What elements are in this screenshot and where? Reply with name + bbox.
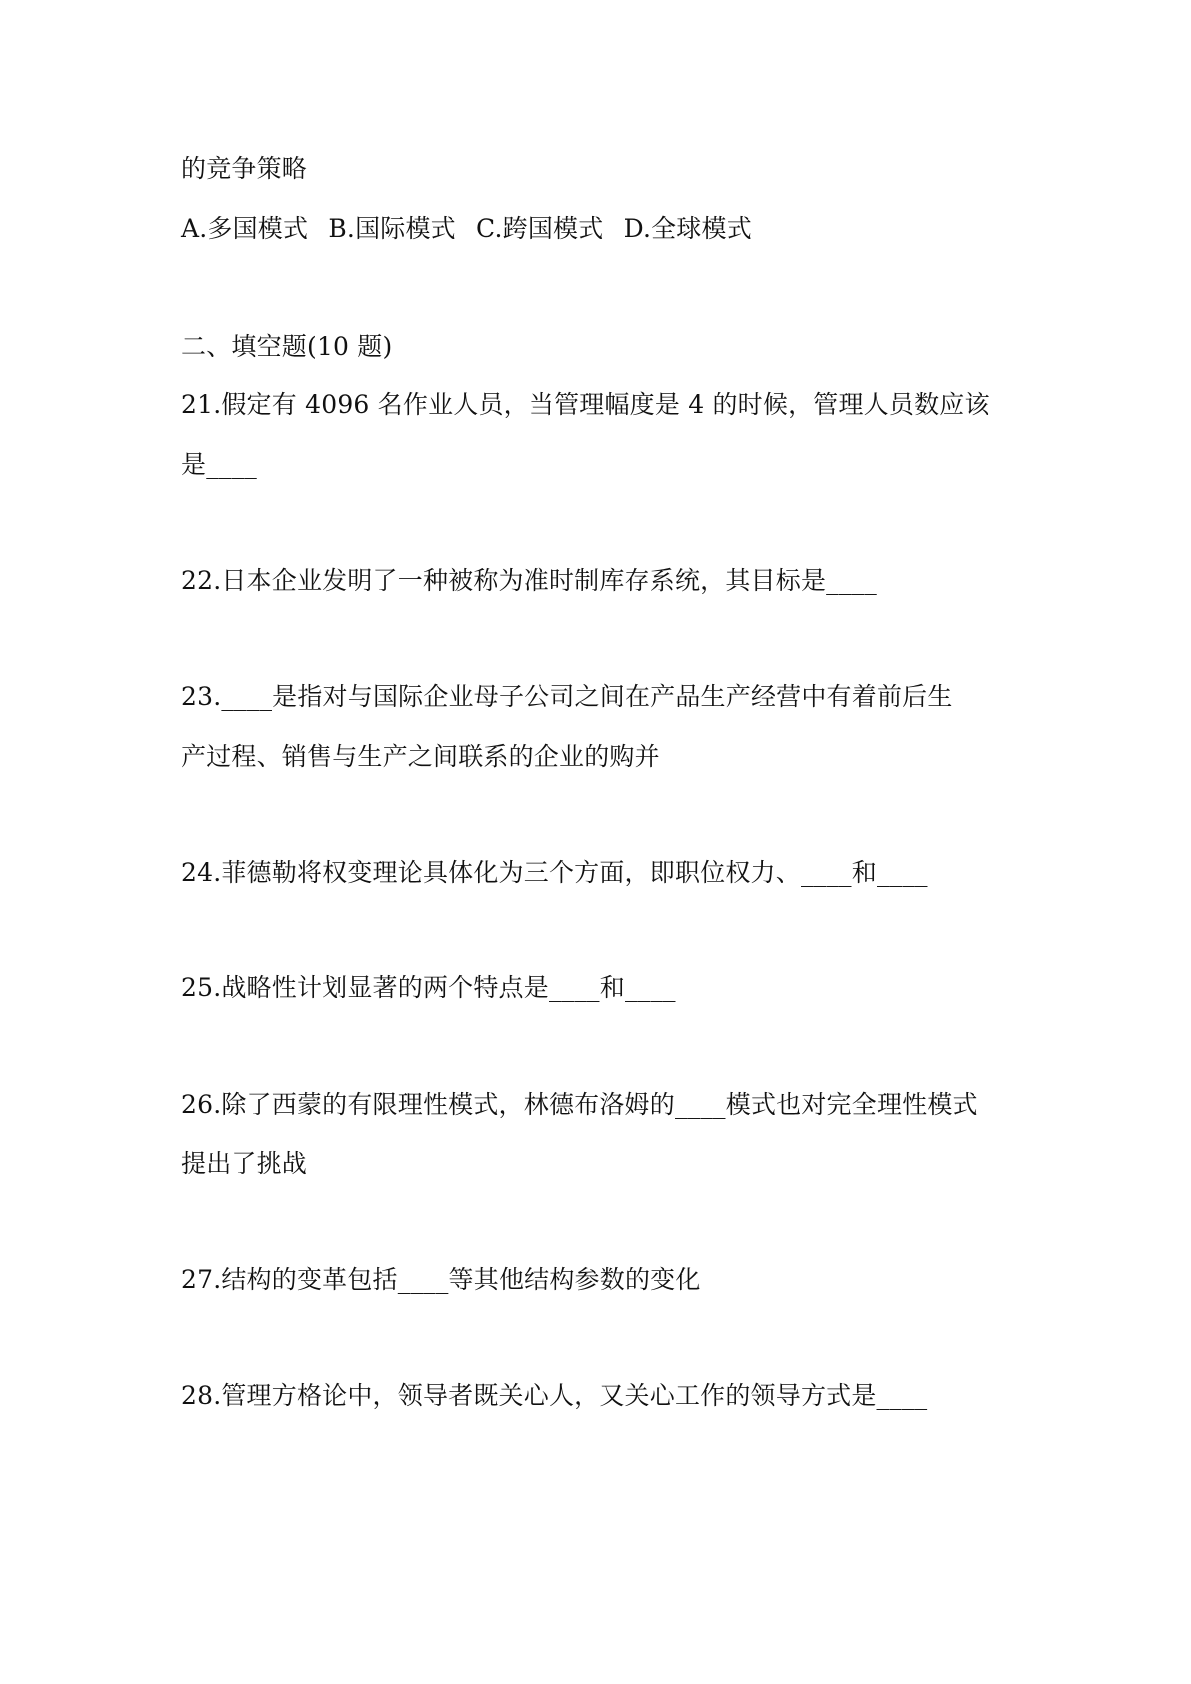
- option-c: C.跨国模式: [476, 214, 604, 243]
- question-21-line-1: 21.假定有 4096 名作业人员，当管理幅度是 4 的时候，管理人员数应该: [181, 390, 990, 419]
- question-22: 22.日本企业发明了一种被称为准时制库存系统，其目标是____: [181, 566, 877, 595]
- question-21-line-2: 是____: [181, 450, 258, 479]
- question-23-line-2: 产过程、销售与生产之间联系的企业的购并: [181, 742, 660, 771]
- option-a: A.多国模式: [181, 214, 309, 243]
- question-27: 27.结构的变革包括____等其他结构参数的变化: [181, 1265, 701, 1294]
- option-b: B.国际模式: [328, 214, 456, 243]
- question-24: 24.菲德勒将权变理论具体化为三个方面，即职位权力、____和____: [181, 858, 928, 887]
- option-d: D.全球模式: [623, 214, 752, 243]
- question-20-options: [181, 212, 764, 246]
- question-26-line-2: 提出了挑战: [181, 1149, 308, 1178]
- question-26-line-1: 26.除了西蒙的有限理性模式，林德布洛姆的____模式也对完全理性模式: [181, 1090, 978, 1119]
- question-25: 25.战略性计划显著的两个特点是____和____: [181, 973, 676, 1002]
- question-28: 28.管理方格论中，领导者既关心人，又关心工作的领导方式是____: [181, 1381, 928, 1410]
- question-20-tail: 的竞争策略: [181, 154, 308, 183]
- question-23-line-1: 23.____是指对与国际企业母子公司之间在产品生产经营中有着前后生: [181, 682, 953, 711]
- section-heading: 二、填空题(10 题): [181, 332, 393, 361]
